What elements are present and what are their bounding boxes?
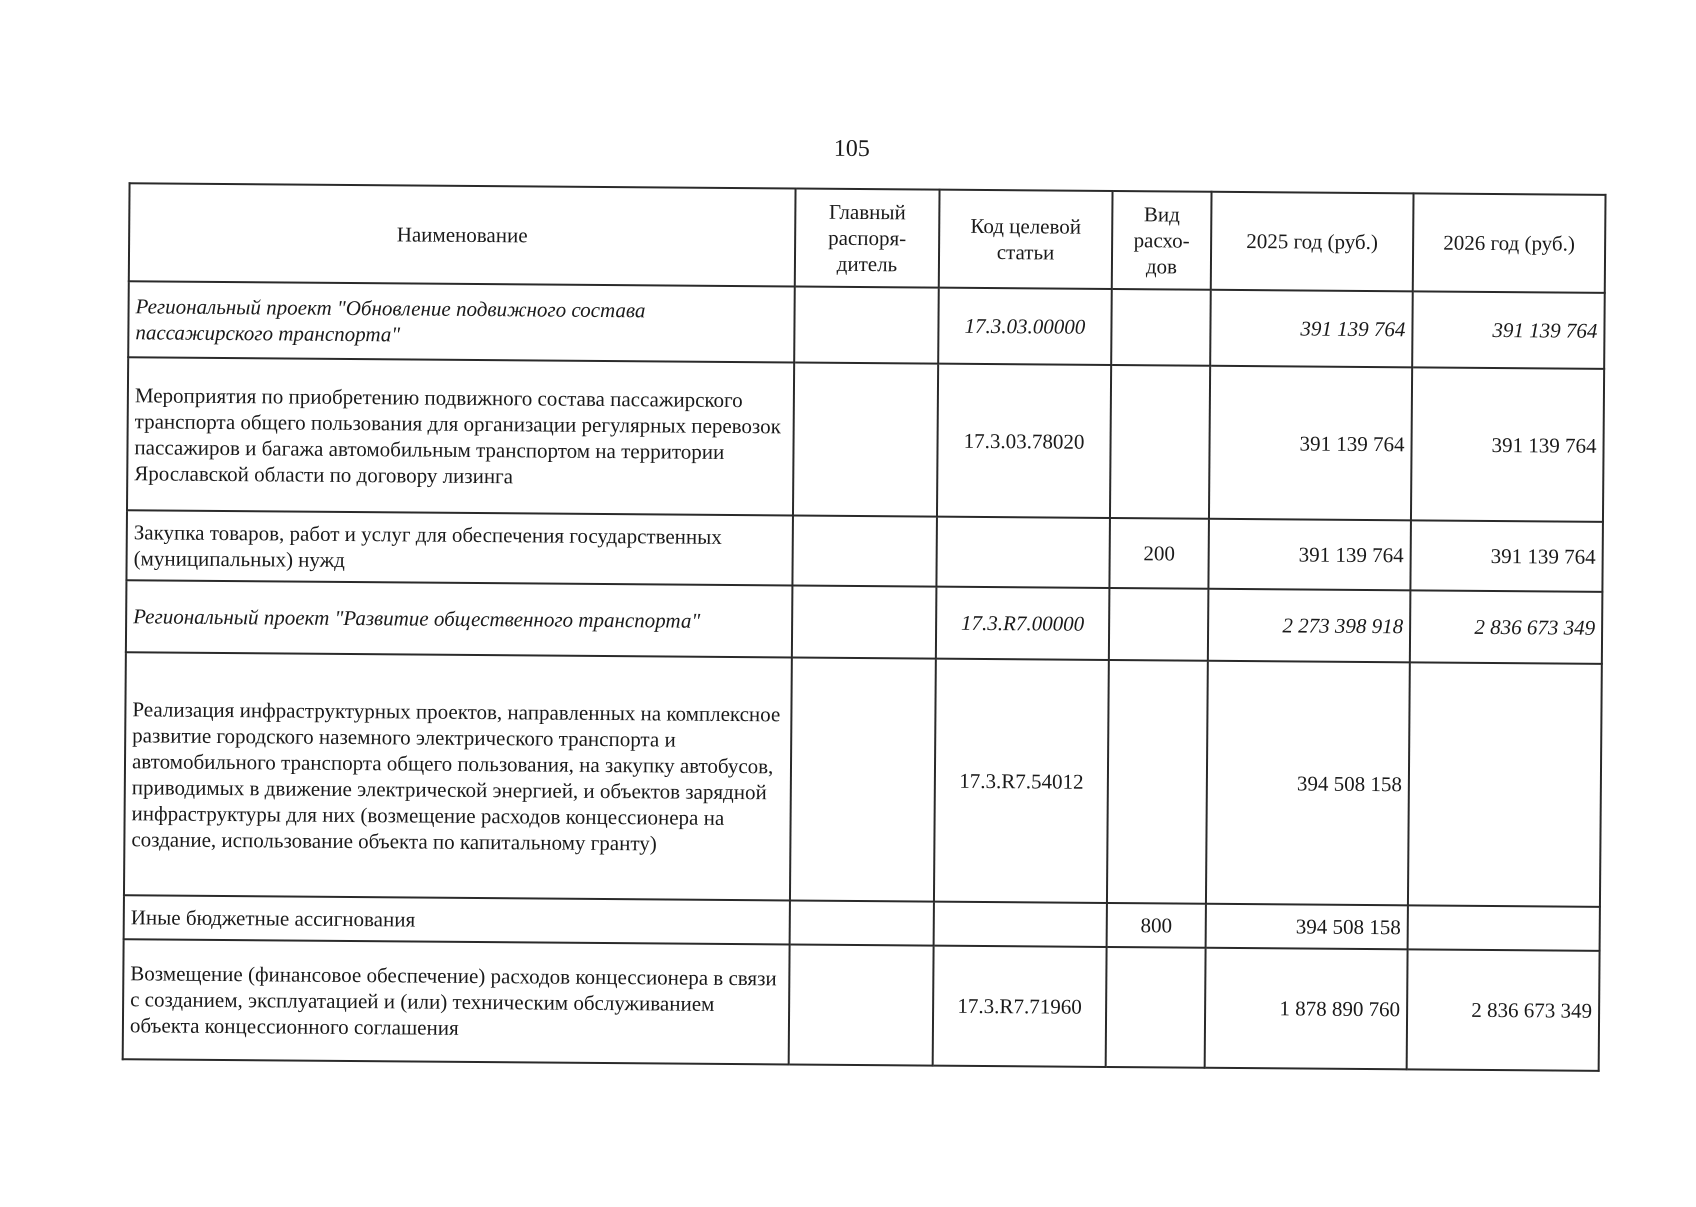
cell-code: 17.3.R7.71960	[933, 946, 1107, 1067]
cell-manager	[790, 657, 936, 901]
cell-year-2025: 1 878 890 760	[1205, 948, 1408, 1070]
cell-year-2026: 391 139 764	[1410, 520, 1603, 592]
header-kind: Вид расхо-дов	[1112, 191, 1212, 290]
cell-code: 17.3.03.78020	[937, 364, 1111, 518]
table-row-regional-project-rolling-stock	[128, 281, 1605, 369]
cell-kind	[1109, 588, 1209, 661]
cell-year-2025: 391 139 764	[1210, 290, 1413, 368]
cell-year-2026	[1408, 662, 1602, 907]
cell-kind	[1107, 660, 1208, 904]
header-code: Код целевой статьи	[939, 190, 1113, 289]
cell-kind: 200	[1109, 518, 1209, 589]
cell-code	[934, 902, 1107, 947]
cell-manager	[789, 944, 934, 1065]
cell-manager	[792, 515, 937, 586]
cell-name: Реализация инфраструктурных проектов, направленных на комплексное развитие городского наземного электрического транспорта и автомобильного транспорта общего пользования, на закупку автобусов, приводимых в движение электрической энергией, и объектов зарядной инфраструктуры для них (возмещение расходов концессионера на создание, использование объекта по капитальному гранту)	[124, 652, 792, 900]
cell-kind	[1111, 289, 1211, 366]
header-year-2025: 2025 год (руб.)	[1211, 192, 1414, 292]
header-year-2026: 2026 год (руб.)	[1413, 193, 1606, 293]
cell-code: 17.3.03.00000	[938, 288, 1112, 365]
cell-code	[936, 517, 1110, 588]
cell-manager	[793, 362, 938, 516]
cell-code: 17.3.R7.54012	[934, 659, 1109, 903]
table-header-row	[129, 183, 1606, 293]
table-row-leasing-measures	[127, 357, 1604, 522]
budget-table	[122, 182, 1607, 1072]
cell-name: Региональный проект "Обновление подвижного состава пассажирского транспорта"	[128, 281, 795, 362]
cell-year-2026: 2 836 673 349	[1407, 949, 1600, 1071]
cell-kind: 800	[1107, 903, 1206, 948]
cell-name: Закупка товаров, работ и услуг для обеспечения государственных (муниципальных) нужд	[126, 510, 793, 585]
cell-year-2026: 391 139 764	[1411, 367, 1604, 522]
header-manager: Главный распоря-дитель	[795, 188, 940, 287]
cell-manager	[790, 900, 934, 945]
cell-year-2026: 391 139 764	[1412, 291, 1605, 369]
cell-kind	[1106, 947, 1206, 1068]
cell-manager	[794, 286, 939, 363]
cell-name: Мероприятия по приобретению подвижного состава пассажирского транспорта общего пользования для организации регулярных перевозок пассажиров и багажа автомобильным транспортом на территории Ярославской области по договору лизинга	[127, 357, 794, 515]
cell-year-2025: 394 508 158	[1206, 904, 1408, 950]
cell-name: Возмещение (финансовое обеспечение) расходов концессионера в связи с созданием, эксплуатацией и (или) техническим обслуживанием объекта концессионного соглашения	[123, 939, 790, 1064]
page-number: 105	[833, 135, 870, 163]
cell-year-2025: 391 139 764	[1208, 519, 1411, 591]
cell-year-2026: 2 836 673 349	[1410, 590, 1603, 664]
cell-year-2025: 2 273 398 918	[1208, 589, 1411, 663]
cell-year-2025: 394 508 158	[1206, 661, 1410, 906]
cell-year-2026	[1408, 905, 1600, 951]
cell-kind	[1110, 365, 1210, 519]
table-row-infrastructure-projects	[124, 652, 1602, 907]
table-row-procurement	[126, 510, 1603, 592]
cell-manager	[792, 585, 937, 658]
cell-code: 17.3.R7.00000	[936, 587, 1110, 660]
table-row-regional-project-public-transport	[126, 580, 1603, 664]
cell-name: Региональный проект "Развитие общественного транспорта"	[126, 580, 793, 657]
cell-name: Иные бюджетные ассигнования	[124, 895, 790, 944]
cell-year-2025: 391 139 764	[1209, 366, 1412, 521]
header-name: Наименование	[129, 183, 796, 286]
table-row-concession-reimbursement	[123, 939, 1600, 1071]
